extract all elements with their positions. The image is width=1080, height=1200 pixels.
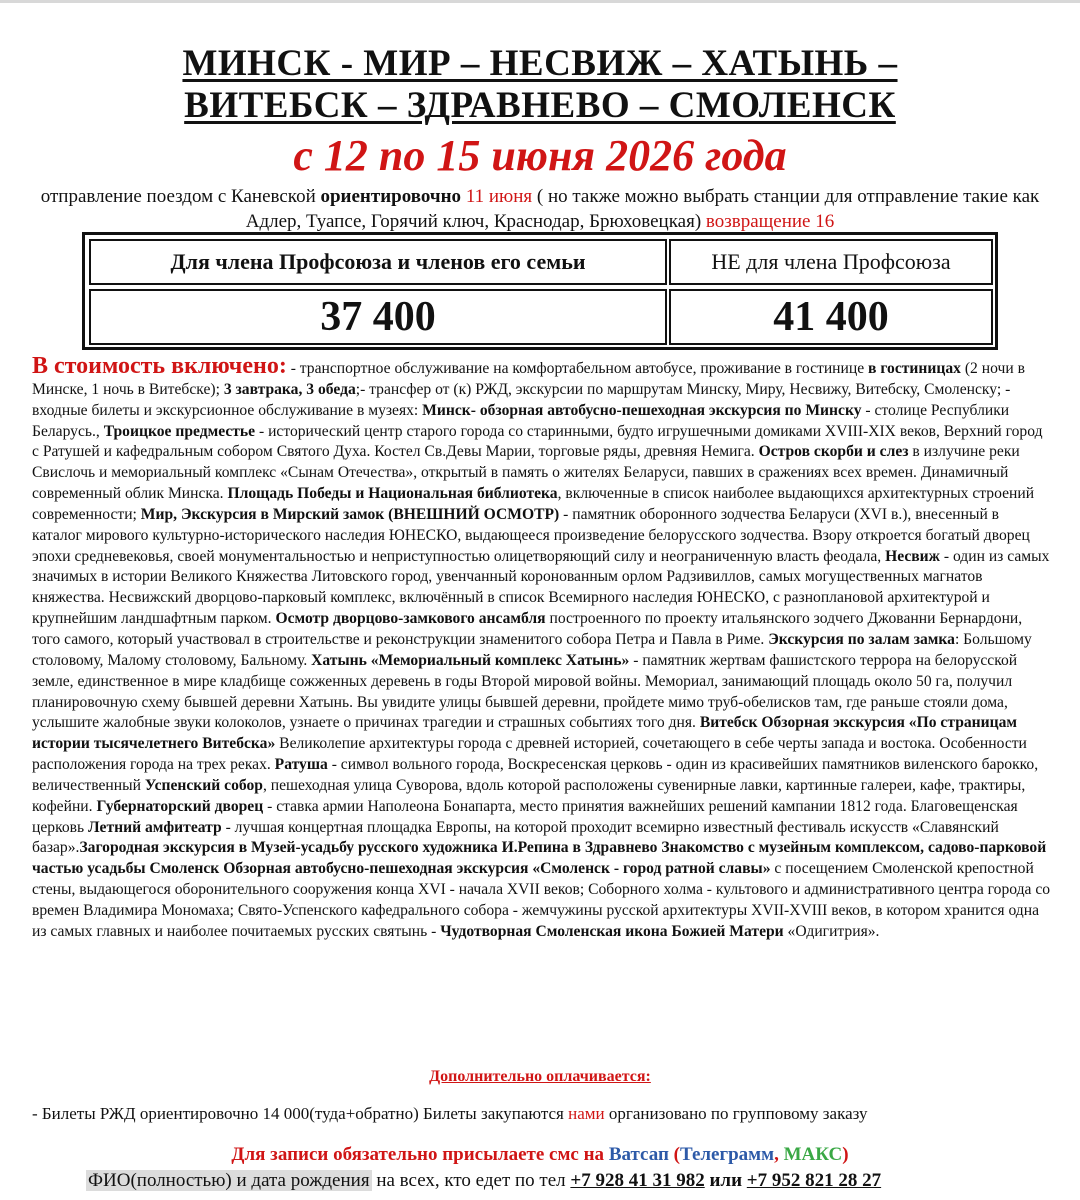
included-heading: В стоимость включено: xyxy=(32,353,287,379)
member-price-value: 37 400 xyxy=(89,289,667,345)
nonmember-price-value: 41 400 xyxy=(669,289,993,345)
nonmember-price-label: НЕ для члена Профсоюза xyxy=(669,239,993,285)
departure-text: отправление поездом с Каневской xyxy=(40,186,321,207)
telegram-label: Телеграмм xyxy=(680,1144,775,1165)
extra-payment-heading: Дополнительно оплачивается: xyxy=(429,1068,651,1085)
departure-approx: ориентировочно xyxy=(320,186,462,207)
return-date: возвращение 16 xyxy=(705,211,835,232)
fio-highlight: ФИО(полностью) и дата рождения xyxy=(88,1170,370,1191)
phone-1[interactable]: +7 928 41 31 982 xyxy=(570,1170,705,1191)
contact-line: ФИО(полностью) и дата рождения на всех, кто едет по тел +7 928 41 31 982 или +7 952 821 28 27 xyxy=(88,1170,882,1191)
max-label: МАКС xyxy=(783,1144,843,1165)
included-description: В стоимость включено: - транспортное обслуживание на комфортабельном автобусе, проживание в гостинице в гостиницах (2 ночи в Минске, 1 ночь в Витебске); 3 завтрака, 3 обеда;- трансфер от (к) РЖД, экскурсии по маршрутам Минску, Миру, Несвижу, Витебску, Смоленску; - входные билеты и экскурсионное обслуживание в музеях: Минск- обзорная автобусно-пешеходная экскурсия по Минску - столице Республики Беларусь., Троицкое предместье - исторический центр старого города со старинными, будто игрушечными домиками XVIII-XIX веков, Верхний город с Ратушей и кафедральным собором Святого Духа. Костел Св.Девы Марии, торговые ряды, древняя Немига. Остров скорби и слез в излучине реки Свислочь и мемориальный комплекс «Сынам Отечества», открытый в память о жителях Беларуси, павших в сражениях всех времен. Динамичный современный облик Минска. Площадь Победы и Национальная библиотека, включенные в список наиболее выдающихся архитектурных строений современности; Мир, Экскурсия в Мирский замок (ВНЕШНИЙ ОСМОТР) - памятник оборонного зодчества Беларуси (XVI в.), внесенный в каталог мирового культурно-исторического наследия ЮНЕСКО, выдающееся произведение белорусского зодчества. Взору откроется богатый дворец эпохи средневековья, своей монументальностью и неприступностью олицетворяющий силу и неограниченную власть феодала, Несвиж - один из самых значимых в истории Великого Княжества Литовского город, увенчанный коронованным орлом Радзивиллов, самых могущественных магнатов княжества. Несвижский дворцово-парковый комплекс, включённый в список Всемирного наследия ЮНЕСКО, с разноплановой архитектурой и крупнейшим ландшафтным парком. Осмотр дворцово-замкового ансамбля построенного по проекту итальянского зодчего Джованни Бернардони, того самого, который участвовал в строительстве и реконструкции знаменитого собора Петра и Павла в Риме. Экскурсия по залам замка: Большому столовому, Малому столовому, Бальному. Хатынь «Мемориальный комплекс Хатынь» - памятник жертвам фашистского террора на белорусской земле, единственное в мире кладбище сожженных деревень в годы Второй мировой войны. Мемориал, занимающий площадь около 50 га, получил планировочную схему бывшей деревни Хатынь. Вы увидите улицы бывшей деревни, пройдете мимо труб-обелисков там, где раньше стояли дома, услышите жалобные звуки колоколов, узнаете о причинах трагедии и страшных событиях того дня. Витебск Обзорная экскурсия «По страницам истории тысячелетнего Витебска» Великолепие архитектуры города с древней историей, сочетающего в себе черты запада и востока. Особенности расположения города на трех реках. Ратуша - символ вольного города, Воскресенская церковь - один из красивейших памятников виленского барокко, величественный Успенский собор, пешеходная улица Суворова, вдоль которой расположены сувенирные лавки, картинные галереи, кафе, трактиры, кофейни. Губернаторский дворец - ставка армии Наполеона Бонапарта, место принятия важнейших решений кампании 1812 года. Благовещенская церковь Летний амфитеатр - лучшая концертная площадка Европы, на которой проходит всемирно известный фестиваль искусств «Славянский базар».Загородная экскурсия в Музей-усадьбу русского художника И.Репина в Здравнево Знакомство с музейным комплексом, садово-парковой частью усадьбы Смоленск Обзорная автобусно-пешеходная экскурсия «Смоленск - город ратной славы» с посещением Смоленской крепостной стены, выдающегося оборонительного сооружения конца XVI - начала XVII веков; Соборного холма - культового и административного центра города со времен Владимира Мономаха; Свято-Успенского кафедрального собора - жемчужины русской архитектуры XVII-XVIII веков, в котором хранится одна из самых главных и наиболее почитаемых русских святынь - Чудотворная Смоленская икона Божией Матери «Одигитрия». xyxy=(32,353,1051,940)
departure-date: 11 июня xyxy=(465,186,533,207)
departure-info xyxy=(20,184,1060,234)
top-divider xyxy=(0,0,1080,3)
signup-instructions: Для записи обязательно присылаете смс на Ватсап (Телеграмм, МАКС) xyxy=(231,1144,849,1165)
title-line-2: ВИТЕБСК – ЗДРАВНЕВО – СМОЛЕНСК xyxy=(184,85,896,126)
tour-dates: с 12 по 15 июня 2026 года xyxy=(293,131,787,180)
title-line-1: МИНСК - МИР – НЕСВИЖ – ХАТЫНЬ – xyxy=(182,43,898,84)
phone-2[interactable]: +7 952 821 28 27 xyxy=(746,1170,882,1191)
whatsapp-label: Ватсап xyxy=(608,1144,669,1165)
train-tickets-note: - Билеты РЖД ориентировочно 14 000(туда+обратно) Билеты закупаются нами организовано по групповому заказу xyxy=(32,1104,868,1123)
departure-stations: ( но также можно выбрать станции для отправление такие как Адлер, Туапсе, Горячий ключ, Краснодар, Брюховецкая) xyxy=(245,186,1040,232)
price-table xyxy=(82,232,998,350)
member-price-label: Для члена Профсоюза и членов его семьи xyxy=(89,239,667,285)
